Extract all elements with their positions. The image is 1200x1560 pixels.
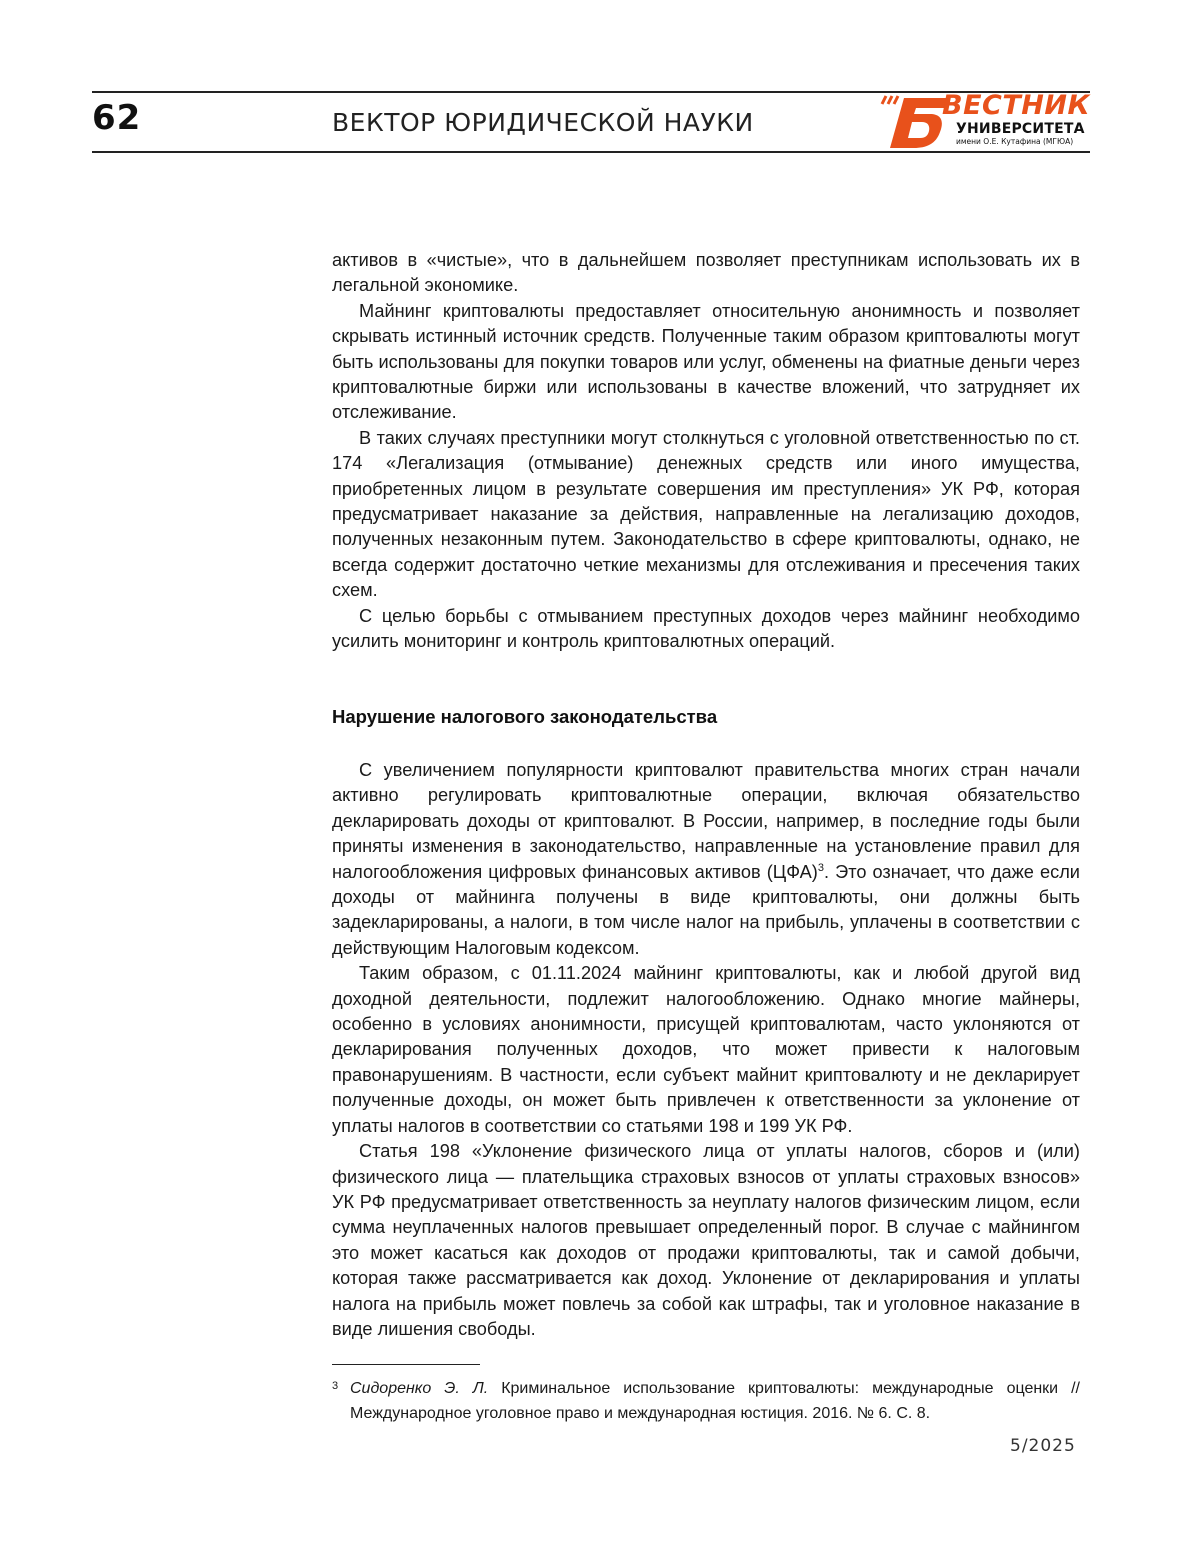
- paragraph: С целью борьбы с отмыванием преступных доходов через майнинг необходимо усилить мониторинг и контроль криптовалютных операций.: [332, 604, 1080, 655]
- footnote-reference: 3: [818, 862, 824, 874]
- body-text-top: [332, 248, 1080, 655]
- footnote: [332, 1376, 1080, 1426]
- footnote-separator: [332, 1364, 480, 1365]
- logo-university-name: имени О.Е. Кутафина (МГЮА): [956, 137, 1073, 146]
- footnote-text: [350, 1376, 1080, 1426]
- paragraph: В таких случаях преступники могут столкнуться с уголовной ответственностью по ст. 174 «Легализация (отмывание) денежных средств или иного имущества, приобретенных лицом в результате совершения им преступления» УК РФ, которая предусматривает наказание за действия, направленные на легализацию доходов, полученных незаконным путем. Законодательство в сфере криптовалюты, однако, не всегда содержит достаточно четкие механизмы для отслеживания и пресечения таких схем.: [332, 426, 1080, 604]
- header-bottom-rule: [92, 151, 1090, 153]
- section-heading: Нарушение налогового законодательства: [332, 706, 717, 728]
- footnote-citation: Криминальное использование криптовалюты: международные оценки // Международное уголовное право и международная юстиция. 2016. № 6. С. 8.: [350, 1380, 1080, 1422]
- footnote-mark: 3: [332, 1374, 338, 1399]
- issue-number: 5/2025: [1010, 1436, 1076, 1456]
- paragraph: Майнинг криптовалюты предоставляет относительную анонимность и позволяет скрывать истинный источник средств. Полученные таким образом криптовалюты могут быть использованы для покупки товаров или услуг, обменены на фиатные деньги через криптовалютные биржи или использованы в качестве вложений, что затрудняет их отслеживание.: [332, 299, 1080, 426]
- paragraph: [332, 758, 1080, 961]
- logo-word: ВЕСТНИК: [942, 92, 1090, 120]
- paragraph-text: С увеличением популярности криптовалют правительства многих стран начали активно регулировать криптовалютные операции, включая обязательство декларировать доходы от криптовалют. В России, например, в последние годы были приняты изменения в законодательство, направленные на установление правил для налогообложения цифровых финансовых активов (ЦФА): [332, 760, 1080, 882]
- paragraph: Статья 198 «Уклонение физического лица от уплаты налогов, сборов и (или) физического лица — плательщика страховых взносов от уплаты страховых взносов» УК РФ предусматривает ответственность за неуплату налогов физическим лицом, если сумма неуплаченных налогов превышает определенный порог. В случае с майнингом это может касаться как доходов от продажи криптовалюты, так и самой добычи, которая также рассматривается как доход. Уклонение от декларирования и уплаты налога на прибыль может повлечь за собой как штрафы, так и уголовное наказание в виде лишения свободы.: [332, 1139, 1080, 1342]
- footnote-author: Сидоренко Э. Л.: [350, 1380, 488, 1397]
- paragraph: активов в «чистые», что в дальнейшем позволяет преступникам использовать их в легальной экономике.: [332, 248, 1080, 299]
- journal-logo: [880, 92, 1090, 150]
- logo-university: УНИВЕРСИТЕТА: [956, 122, 1085, 137]
- paragraph: Таким образом, с 01.11.2024 майнинг криптовалюты, как и любой другой вид доходной деятельности, подлежит налогообложению. Однако многие майнеры, особенно в условиях анонимности, присущей криптовалютам, часто уклоняются от декларирования полученных доходов, что может привести к налоговым правонарушениям. В частности, если субъект майнит криптовалюту и не декларирует полученные доходы, он может быть привлечен к ответственности за уклонение от уплаты налогов в соответствии со статьями 198 и 199 УК РФ.: [332, 961, 1080, 1139]
- body-text-section: [332, 758, 1080, 1342]
- journal-section-title: ВЕКТОР ЮРИДИЧЕСКОЙ НАУКИ: [332, 108, 754, 137]
- paragraph-text: . Это означает, что даже если доходы от майнинга получены в виде криптовалюты, они должны быть задекларированы, а налоги, в том числе налог на прибыль, уплачены в соответствии с действующим Налоговым кодексом.: [332, 862, 1080, 958]
- page-number: 62: [92, 98, 141, 138]
